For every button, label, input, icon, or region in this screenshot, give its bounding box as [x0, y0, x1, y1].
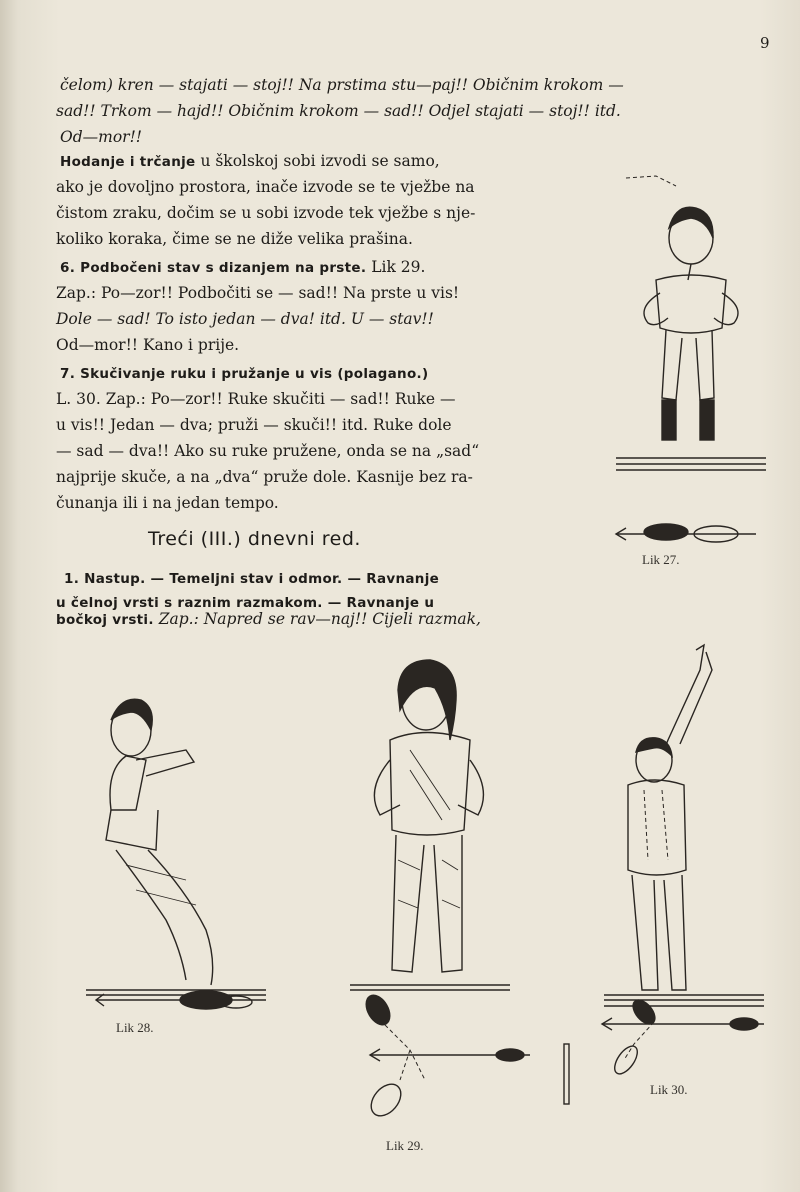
paragraph-line: L. 30. Zap.: Po—zor!! Ruke skučiti — sad!! Ruke —	[56, 390, 456, 408]
paragraph-skucivanje	[60, 360, 428, 387]
paragraph-text: Lik 29.	[371, 258, 426, 276]
figure-27-illustration	[596, 168, 786, 548]
intro-line-3: Od—mor!!	[60, 128, 143, 146]
paragraph-line: u vis!! Jedan — dva; pruži — skuči!! itd. Ruke dole	[56, 416, 452, 434]
paragraph-line: čunanja ili i na jedan tempo.	[56, 494, 279, 512]
intro-line-2: sad!! Trkom — hajd!! Običnim krokom — sad!! Odjel stajati — stoj!! itd.	[56, 102, 621, 120]
figure-28-illustration	[76, 690, 276, 1020]
figure-30-illustration	[584, 640, 784, 1080]
page-number: 9	[760, 34, 770, 52]
paragraph-podboceni	[60, 254, 425, 281]
paragraph-lead: 1. Nastup. — Temeljni stav i odmor. — Ravnanje	[64, 571, 440, 587]
paragraph-lead: Hodanje i trčanje	[60, 154, 196, 170]
paragraph-line: čistom zraku, dočim se u sobi izvode tek vježbe s nje-	[56, 204, 476, 222]
paragraph-line: — sad — dva!! Ako su ruke pružene, onda se na „sad“	[56, 442, 480, 460]
figure-28-caption: Lik 28.	[116, 1020, 154, 1035]
paragraph-lead: bočkoj vrsti.	[56, 612, 154, 628]
paragraph-nastup-3	[56, 606, 481, 633]
paragraph-line: Zap.: Po—zor!! Podbočiti se — sad!! Na prste u vis!	[56, 284, 460, 302]
paragraph-lead: 6. Podbočeni stav s dizanjem na prste.	[60, 260, 367, 276]
figure-29-illustration	[330, 640, 570, 1130]
figure-30-caption: Lik 30.	[650, 1082, 688, 1097]
paragraph-lead: u čelnoj vrsti s raznim razmakom. — Ravnanje u	[56, 595, 435, 611]
figure-29-caption: Lik 29.	[386, 1138, 424, 1153]
paragraph-line: Dole — sad! To isto jedan — dva! itd. U — stav!!	[56, 310, 434, 328]
paragraph-lead: 7. Skučivanje ruku i pružanje u vis (polagano.)	[60, 366, 429, 382]
paragraph-text: u školskoj sobi izvodi se samo,	[200, 152, 440, 170]
paragraph-line: ako je dovoljno prostora, inače izvode se te vježbe na	[56, 178, 475, 196]
paragraph-line: najprije skuče, a na „dva“ pruže dole. Kasnije bez ra-	[56, 468, 473, 486]
paragraph-nastup-1	[64, 568, 439, 587]
figure-27-caption: Lik 27.	[642, 552, 680, 567]
paragraph-hodanje	[60, 148, 440, 175]
section-heading: Treći (III.) dnevni red.	[148, 528, 361, 550]
paragraph-text: Zap.: Napred se rav—naj!! Cijeli razmak,	[158, 610, 481, 628]
intro-line-1: čelom) kren — stajati — stoj!! Na prstima stu—paj!! Običnim krokom —	[60, 76, 624, 94]
paragraph-line: Od—mor!! Kano i prije.	[56, 336, 240, 354]
paragraph-line: koliko koraka, čime se ne diže velika prašina.	[56, 230, 413, 248]
